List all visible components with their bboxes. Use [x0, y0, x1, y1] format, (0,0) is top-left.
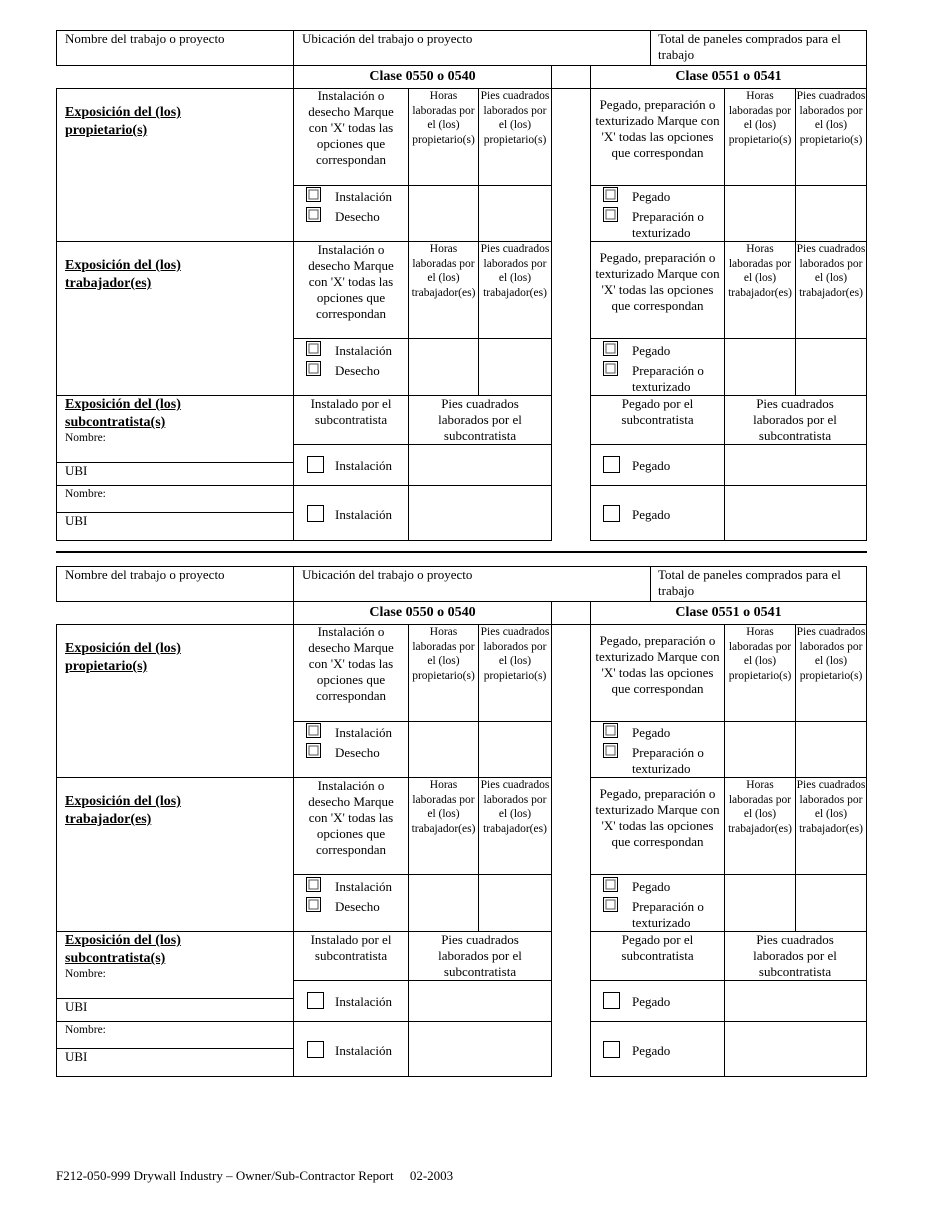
owner-sqft-header: Pies cuadrados laborados por el (los) propietario(s)	[480, 90, 550, 146]
spacer-cell	[551, 241, 591, 396]
owner-desecho-label: Desecho	[335, 745, 380, 760]
owner-preparacion-label: Preparación o texturizado	[632, 745, 704, 776]
owner-hours-input-a[interactable]	[408, 185, 479, 242]
sub2-instalacion-checkbox[interactable]	[307, 505, 324, 522]
sub1-nombre-label: Nombre:	[65, 968, 106, 980]
sub-pegado-header: Pegado por el subcontratista	[621, 396, 694, 427]
worker-instalacion-checkbox[interactable]	[306, 341, 321, 356]
sub1-name-line[interactable]	[56, 462, 294, 463]
sub2-pegado-label: Pegado	[632, 1043, 671, 1058]
sub2-instalacion-label: Instalación	[335, 1043, 393, 1058]
sub-pegado-header: Pegado por el subcontratista	[621, 932, 694, 963]
sub2-nombre-label: Nombre:	[65, 1024, 106, 1036]
spacer-cell	[551, 931, 591, 1077]
sub-divider	[56, 1021, 294, 1022]
sub1-ubi-label: UBI	[65, 999, 88, 1014]
worker-desecho-label: Desecho	[335, 899, 380, 914]
sub2-ubi-label: UBI	[65, 1049, 88, 1064]
owner-pegado-checkbox[interactable]	[603, 723, 618, 738]
owner-hours-input-a[interactable]	[408, 721, 479, 778]
sub1-pegado-label: Pegado	[632, 994, 671, 1009]
project-location-label: Ubicación del trabajo o proyecto	[302, 31, 473, 46]
sub1-instalacion-label: Instalación	[335, 458, 393, 473]
owner-hours-header-b: Horas laboradas por el (los) propietario(s)	[728, 626, 792, 682]
worker-exposure-label: Exposición del (los) trabajador(es)	[65, 258, 181, 291]
spacer-cell	[551, 601, 591, 625]
owner-preparacion-label: Preparación o texturizado	[632, 209, 704, 240]
worker-hours-header-b: Horas laboradas por el (los) trabajador(es)	[728, 779, 792, 835]
sub-exposure-label: Exposición del (los) subcontratista(s)	[65, 933, 181, 966]
worker-sqft-input-b[interactable]	[795, 874, 867, 932]
owner-sqft-input-a[interactable]	[478, 721, 552, 778]
owner-exposure-label: Exposición del (los) propietario(s)	[65, 105, 181, 138]
worker-sqft-header-b: Pies cuadrados laborados por el (los) trabajador(es)	[796, 779, 866, 835]
sub2-sqft-input-a[interactable]	[408, 1021, 552, 1077]
sub-divider	[56, 485, 294, 486]
worker-sqft-header-b: Pies cuadrados laborados por el (los) trabajador(es)	[796, 243, 866, 299]
worker-install-header: Instalación o desecho Marque con 'X' todas las opciones que correspondan	[308, 778, 394, 857]
report-form	[0, 536, 950, 1096]
owner-desecho-label: Desecho	[335, 209, 380, 224]
owner-desecho-checkbox[interactable]	[306, 743, 321, 758]
owner-pegado-header: Pegado, preparación o texturizado Marque con 'X' todas las opciones que correspondan	[595, 97, 720, 160]
sub2-sqft-input-b[interactable]	[724, 1021, 867, 1077]
sub2-name-line[interactable]	[56, 512, 294, 513]
worker-pegado-checkbox[interactable]	[603, 341, 618, 356]
spacer-cell	[551, 88, 591, 242]
owner-desecho-checkbox[interactable]	[306, 207, 321, 222]
sub-sqft-header-b: Pies cuadrados laborados por el subcontratista	[753, 932, 837, 979]
worker-sqft-header: Pies cuadrados laborados por el (los) trabajador(es)	[480, 243, 550, 299]
owner-preparacion-checkbox[interactable]	[603, 743, 618, 758]
worker-preparacion-label: Preparación o texturizado	[632, 363, 704, 394]
sub2-sqft-input-b[interactable]	[724, 485, 867, 541]
sub-sqft-header-b: Pies cuadrados laborados por el subcontratista	[753, 396, 837, 443]
owner-exposure-label: Exposición del (los) propietario(s)	[65, 641, 181, 674]
sub1-instalacion-checkbox[interactable]	[307, 456, 324, 473]
class-a-title: Clase 0550 o 0540	[369, 69, 476, 84]
owner-hours-input-b[interactable]	[724, 185, 796, 242]
owner-instalacion-label: Instalación	[335, 725, 393, 740]
worker-sqft-header: Pies cuadrados laborados por el (los) trabajador(es)	[480, 779, 550, 835]
sub2-name-line[interactable]	[56, 1048, 294, 1049]
sub1-sqft-input-b[interactable]	[724, 444, 867, 486]
sub-exposure-label: Exposición del (los) subcontratista(s)	[65, 397, 181, 430]
owner-hours-input-b[interactable]	[724, 721, 796, 778]
spacer-cell	[551, 395, 591, 541]
worker-sqft-input-a[interactable]	[478, 338, 552, 396]
owner-sqft-header-b: Pies cuadrados laborados por el (los) propietario(s)	[796, 626, 866, 682]
owner-hours-header: Horas laboradas por el (los) propietario(s)	[412, 90, 475, 146]
sub1-sqft-input-a[interactable]	[408, 444, 552, 486]
owner-preparacion-checkbox[interactable]	[603, 207, 618, 222]
total-panels-label: Total de paneles comprados para el trabajo	[658, 31, 841, 62]
worker-sqft-input-a[interactable]	[478, 874, 552, 932]
worker-hours-input-a[interactable]	[408, 338, 479, 396]
owner-pegado-label: Pegado	[632, 189, 671, 204]
sub-installed-header: Instalado por el subcontratista	[310, 932, 392, 963]
owner-sqft-input-b[interactable]	[795, 721, 867, 778]
worker-hours-header-b: Horas laboradas por el (los) trabajador(es)	[728, 243, 792, 299]
sub2-pegado-checkbox[interactable]	[603, 1041, 620, 1058]
sub1-sqft-input-a[interactable]	[408, 980, 552, 1022]
sub2-ubi-label: UBI	[65, 513, 88, 528]
project-location-label: Ubicación del trabajo o proyecto	[302, 567, 473, 582]
sub1-nombre-label: Nombre:	[65, 432, 106, 444]
worker-sqft-input-b[interactable]	[795, 338, 867, 396]
sub-sqft-header: Pies cuadrados laborados por el subcontratista	[438, 932, 522, 979]
owner-pegado-checkbox[interactable]	[603, 187, 618, 202]
worker-hours-header: Horas laboradas por el (los) trabajador(es)	[411, 243, 476, 299]
worker-desecho-checkbox[interactable]	[306, 897, 321, 912]
worker-exposure-label: Exposición del (los) trabajador(es)	[65, 794, 181, 827]
sub1-name-line[interactable]	[56, 998, 294, 999]
sub2-instalacion-label: Instalación	[335, 507, 393, 522]
form-separator-line	[56, 551, 867, 553]
report-form	[0, 0, 950, 560]
worker-pegado-label: Pegado	[632, 879, 671, 894]
footer-form-id: F212-050-999 Drywall Industry – Owner/Sub-Contractor Report 02-2003	[56, 1168, 454, 1183]
sub2-pegado-checkbox[interactable]	[603, 505, 620, 522]
spacer-cell	[551, 777, 591, 932]
owner-sqft-header-b: Pies cuadrados laborados por el (los) propietario(s)	[796, 90, 866, 146]
owner-pegado-label: Pegado	[632, 725, 671, 740]
class-a-title: Clase 0550 o 0540	[369, 605, 476, 620]
worker-pegado-checkbox[interactable]	[603, 877, 618, 892]
project-name-label: Nombre del trabajo o proyecto	[65, 31, 225, 46]
worker-pegado-header: Pegado, preparación o texturizado Marque con 'X' todas las opciones que correspondan	[595, 250, 720, 313]
class-b-title: Clase 0551 o 0541	[675, 69, 782, 84]
owner-install-header: Instalación o desecho Marque con 'X' todas las opciones que correspondan	[308, 624, 394, 703]
owner-hours-header: Horas laboradas por el (los) propietario(s)	[412, 626, 475, 682]
worker-hours-input-a[interactable]	[408, 874, 479, 932]
sub1-pegado-label: Pegado	[632, 458, 671, 473]
worker-instalacion-label: Instalación	[335, 343, 393, 358]
owner-install-header: Instalación o desecho Marque con 'X' todas las opciones que correspondan	[308, 88, 394, 167]
sub1-pegado-checkbox[interactable]	[603, 992, 620, 1009]
sub2-sqft-input-a[interactable]	[408, 485, 552, 541]
worker-hours-input-b[interactable]	[724, 338, 796, 396]
worker-pegado-label: Pegado	[632, 343, 671, 358]
worker-instalacion-label: Instalación	[335, 879, 393, 894]
sub-sqft-header: Pies cuadrados laborados por el subcontratista	[438, 396, 522, 443]
owner-instalacion-checkbox[interactable]	[306, 723, 321, 738]
sub1-instalacion-label: Instalación	[335, 994, 393, 1009]
worker-hours-input-b[interactable]	[724, 874, 796, 932]
sub2-pegado-label: Pegado	[632, 507, 671, 522]
sub-installed-header: Instalado por el subcontratista	[310, 396, 392, 427]
owner-hours-header-b: Horas laboradas por el (los) propietario(s)	[728, 90, 792, 146]
worker-instalacion-checkbox[interactable]	[306, 877, 321, 892]
owner-pegado-header: Pegado, preparación o texturizado Marque con 'X' todas las opciones que correspondan	[595, 633, 720, 696]
owner-sqft-input-a[interactable]	[478, 185, 552, 242]
sub2-nombre-label: Nombre:	[65, 488, 106, 500]
owner-sqft-header: Pies cuadrados laborados por el (los) propietario(s)	[480, 626, 550, 682]
project-name-label: Nombre del trabajo o proyecto	[65, 567, 225, 582]
owner-sqft-input-b[interactable]	[795, 185, 867, 242]
sub1-instalacion-checkbox[interactable]	[307, 992, 324, 1009]
worker-preparacion-checkbox[interactable]	[603, 361, 618, 376]
worker-preparacion-label: Preparación o texturizado	[632, 899, 704, 930]
spacer-cell	[551, 65, 591, 89]
sub1-sqft-input-b[interactable]	[724, 980, 867, 1022]
sub2-instalacion-checkbox[interactable]	[307, 1041, 324, 1058]
worker-pegado-header: Pegado, preparación o texturizado Marque con 'X' todas las opciones que correspondan	[595, 786, 720, 849]
worker-install-header: Instalación o desecho Marque con 'X' todas las opciones que correspondan	[308, 242, 394, 321]
worker-hours-header: Horas laboradas por el (los) trabajador(es)	[411, 779, 476, 835]
class-b-title: Clase 0551 o 0541	[675, 605, 782, 620]
worker-preparacion-checkbox[interactable]	[603, 897, 618, 912]
worker-desecho-label: Desecho	[335, 363, 380, 378]
owner-instalacion-label: Instalación	[335, 189, 393, 204]
sub1-ubi-label: UBI	[65, 463, 88, 478]
sub1-pegado-checkbox[interactable]	[603, 456, 620, 473]
owner-instalacion-checkbox[interactable]	[306, 187, 321, 202]
spacer-cell	[551, 624, 591, 778]
total-panels-label: Total de paneles comprados para el trabajo	[658, 567, 841, 598]
worker-desecho-checkbox[interactable]	[306, 361, 321, 376]
